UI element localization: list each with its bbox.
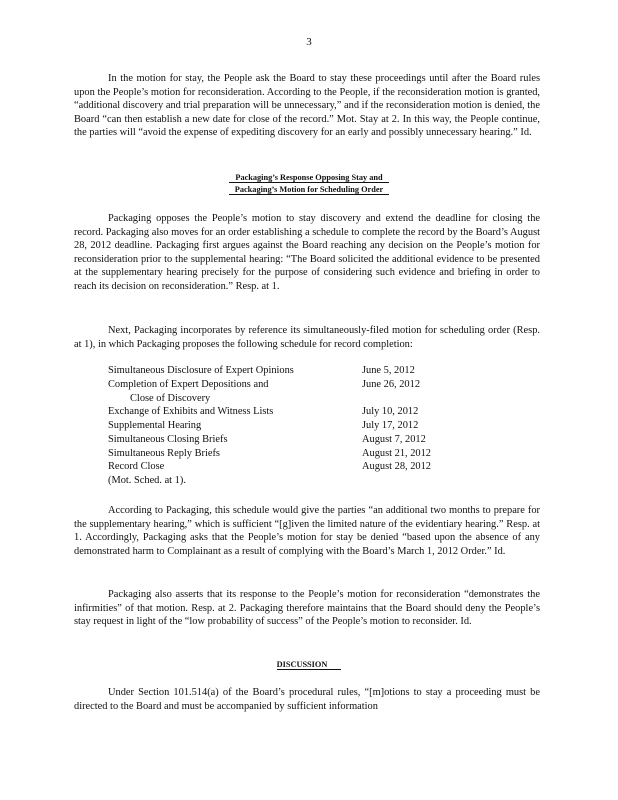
schedule-row bbox=[108, 460, 468, 474]
schedule-row bbox=[108, 433, 468, 447]
schedule-table bbox=[108, 364, 468, 474]
paragraph-next-packaging: Next, Packaging incorporates by reference its simultaneously-filed motion for scheduling order (Resp. at 1), in which Packaging proposes the following schedule for record completion: bbox=[74, 325, 540, 350]
subheading-line-2: Packaging’s Motion for Scheduling Order bbox=[229, 185, 389, 195]
schedule-item: Record Close bbox=[108, 461, 165, 473]
paragraph-according-to-packaging: According to Packaging, this schedule would give the parties “an additional two months to prepare for the supplementary hearing,” which is sufficient “[g]iven the limited nature of the evidentiary hearing.” Resp. at 1. Accordingly, Packaging asks that the People’s motion for stay be denied “based upon the absence of any demonstrated harm to Complainant as a result of complying with the Board’s March 1, 2012 Order.” Id. bbox=[74, 505, 540, 557]
paragraph-packaging-opposes: Packaging opposes the People’s motion to stay discovery and extend the deadline for closing the record. Packaging also moves for an order establishing a schedule to complete the record by the Board’s August 28, 2012 deadline. Packaging first argues against the Board reaching any decision on the People’s motion for reconsideration prior to the supplemental hearing: “The Board solicited the additional evidence to be presented at the supplementary hearing precisely for the purpose of considering such evidence and briefing in order to reach its decision on reconsideration.” Resp. at 1. bbox=[74, 213, 540, 292]
page-number: 3 bbox=[306, 36, 312, 48]
schedule-date: August 28, 2012 bbox=[362, 461, 431, 473]
schedule-item: Supplemental Hearing bbox=[108, 420, 202, 431]
discussion-heading: DISCUSSION bbox=[0, 658, 618, 672]
subheading-line-1: Packaging’s Response Opposing Stay and bbox=[229, 173, 388, 183]
schedule-item: Close of Discovery bbox=[130, 392, 211, 404]
schedule-row bbox=[108, 378, 468, 392]
schedule-citation: (Mot. Sched. at 1). bbox=[108, 475, 186, 486]
schedule-row bbox=[108, 392, 468, 406]
schedule-item: Simultaneous Disclosure of Expert Opinions bbox=[108, 365, 294, 376]
schedule-row bbox=[108, 405, 468, 419]
schedule-item: Completion of Expert Depositions and bbox=[108, 378, 269, 390]
schedule-date: June 26, 2012 bbox=[362, 378, 421, 390]
schedule-date: June 5, 2012 bbox=[362, 365, 415, 376]
paragraph-motion-for-stay: In the motion for stay, the People ask the Board to stay these proceedings until after the Board rules upon the People’s motion for reconsideration. According to the People, if the reconsideration motion is granted, “additional discovery and trial preparation will be unnecessary,” and if the reconsideration motion is denied, the Board “can then establish a new date for close of the record.” Mot. Stay at 2. In this way, the People continue, the parties will “avoid the expense of expediting discovery for an early and possibly unnecessary hearing.” Id. bbox=[74, 73, 540, 139]
schedule-item: Exchange of Exhibits and Witness Lists bbox=[108, 406, 274, 418]
schedule-date: August 7, 2012 bbox=[362, 433, 426, 445]
schedule-item: Simultaneous Closing Briefs bbox=[108, 433, 228, 445]
schedule-row bbox=[108, 447, 468, 461]
schedule-date: July 10, 2012 bbox=[362, 406, 419, 418]
subheading bbox=[0, 172, 618, 195]
paragraph-under-section: Under Section 101.514(a) of the Board’s procedural rules, “[m]otions to stay a proceeding must be directed to the Board and must be accompanied by sufficient information bbox=[74, 687, 540, 712]
schedule-date: August 21, 2012 bbox=[362, 447, 431, 459]
schedule-date: July 17, 2012 bbox=[362, 420, 419, 431]
schedule-item: Simultaneous Reply Briefs bbox=[108, 447, 220, 459]
schedule-row bbox=[108, 419, 468, 433]
schedule-row bbox=[108, 364, 468, 378]
paragraph-packaging-asserts: Packaging also asserts that its response to the People’s motion for reconsideration “demonstrates the infirmities” of that motion. Resp. at 2. Packaging therefore maintains that the Board should deny the People’s stay request in light of the “low probability of success” of the People’s motion to reconsider. Id. bbox=[74, 589, 540, 628]
